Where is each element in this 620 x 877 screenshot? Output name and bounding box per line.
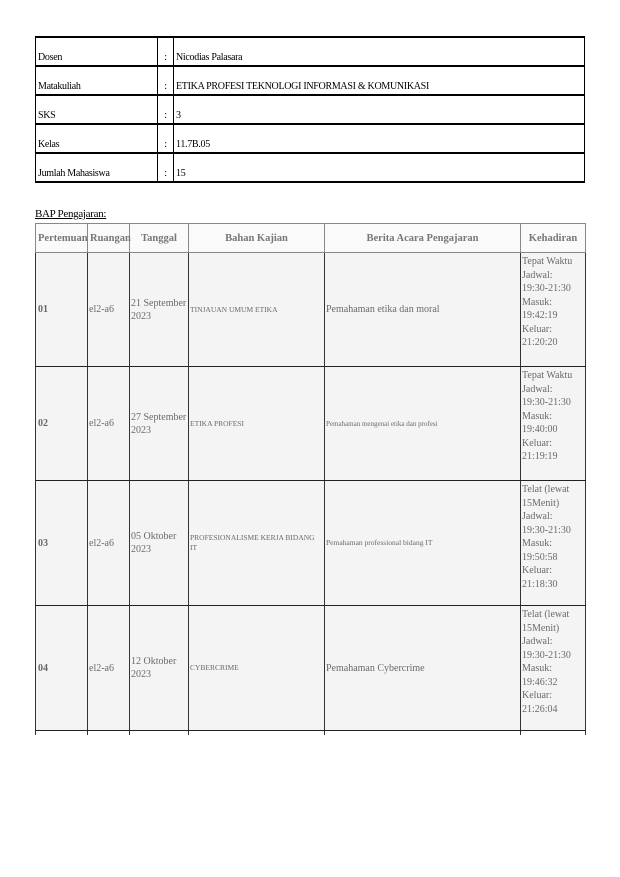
row-berita-acara: Pemahaman Cybercrime (325, 606, 521, 731)
attendance-status: Tepat Waktu (522, 256, 573, 267)
check-in-time: 19:50:58 (522, 551, 558, 563)
info-label: Jumlah Mahasiswa (36, 153, 158, 182)
schedule-label: Jadwal: (522, 636, 553, 647)
continuation-cell (36, 731, 88, 736)
row-tanggal: 12 Oktober 2023 (130, 606, 189, 731)
info-label: Dosen (36, 37, 158, 66)
schedule-time: 19:30-21:30 (522, 397, 571, 408)
row-kehadiran (521, 367, 586, 481)
check-out-label: Keluar: (522, 565, 552, 576)
check-in-label: Masuk: (522, 663, 552, 674)
row-number: 02 (36, 367, 88, 481)
continuation-cell (325, 731, 521, 736)
row-bahan-kajian: TINJAUAN UMUM ETIKA (189, 253, 325, 367)
check-out-time: 21:18:30 (522, 578, 558, 590)
header-berita-acara: Berita Acara Pengajaran (325, 224, 521, 253)
check-out-time: 21:19:19 (522, 451, 558, 462)
continuation-cell (521, 731, 586, 736)
check-in-time: 19:40:00 (522, 424, 558, 435)
header-pertemuan: Pertemuan (36, 224, 88, 253)
row-kehadiran (521, 606, 586, 731)
table-row (36, 606, 586, 731)
continuation-cell (130, 731, 189, 736)
table-row (36, 367, 586, 481)
info-label: Kelas (36, 124, 158, 153)
row-kehadiran (521, 481, 586, 606)
row-bahan-kajian: PROFESIONALISME KERJA BIDANG IT (189, 481, 325, 606)
check-in-time: 19:46:32 (522, 676, 558, 688)
info-value-matakuliah: ETIKA PROFESI TEKNOLOGI INFORMASI & KOMUNIKASI (174, 66, 585, 95)
row-ruangan: el2-a6 (88, 481, 130, 606)
attendance-status: Telat (lewat 15Menit) (522, 484, 570, 509)
check-in-label: Masuk: (522, 538, 552, 549)
row-ruangan: el2-a6 (88, 367, 130, 481)
info-label: Matakuliah (36, 66, 158, 95)
check-out-time: 21:20:20 (522, 337, 558, 348)
info-separator: : (158, 153, 174, 182)
continuation-cell (189, 731, 325, 736)
check-in-label: Masuk: (522, 410, 552, 422)
row-kehadiran (521, 253, 586, 367)
info-separator: : (158, 66, 174, 95)
row-tanggal: 05 Oktober 2023 (130, 481, 189, 606)
info-row-jumlah-mahasiswa (36, 153, 585, 182)
check-in-time: 19:42:19 (522, 310, 558, 321)
bap-table (35, 223, 586, 735)
row-number: 03 (36, 481, 88, 606)
row-number: 04 (36, 606, 88, 731)
schedule-time: 19:30-21:30 (522, 524, 571, 536)
bap-header-row (36, 224, 586, 253)
row-berita-acara: Pemahaman professional bidang IT (325, 481, 521, 606)
check-out-time: 21:26:04 (522, 703, 558, 715)
row-berita-acara: Pemahaman mengenai etika dan profesi (325, 367, 521, 481)
table-row (36, 481, 586, 606)
schedule-label: Jadwal: (522, 383, 553, 395)
row-ruangan: el2-a6 (88, 253, 130, 367)
schedule-time: 19:30-21:30 (522, 649, 571, 661)
schedule-time: 19:30-21:30 (522, 283, 571, 294)
continuation-cell (88, 731, 130, 736)
info-row-matakuliah (36, 66, 585, 95)
row-berita-acara: Pemahaman etika dan moral (325, 253, 521, 367)
info-separator: : (158, 37, 174, 66)
info-row-kelas (36, 124, 585, 153)
schedule-label: Jadwal: (522, 511, 553, 522)
table-row (36, 253, 586, 367)
header-bahan-kajian: Bahan Kajian (189, 224, 325, 253)
check-in-label: Masuk: (522, 296, 552, 308)
row-ruangan: el2-a6 (88, 606, 130, 731)
bap-title: BAP Pengajaran: (35, 208, 107, 220)
info-row-sks (36, 95, 585, 124)
header-ruangan: Ruangan (88, 224, 130, 253)
info-value-kelas: 11.7B.05 (174, 124, 585, 153)
row-number: 01 (36, 253, 88, 367)
check-out-label: Keluar: (522, 437, 552, 449)
attendance-status: Telat (lewat 15Menit) (522, 609, 570, 634)
check-out-label: Keluar: (522, 690, 552, 701)
row-bahan-kajian: CYBERCRIME (189, 606, 325, 731)
info-value-sks: 3 (174, 95, 585, 124)
header-kehadiran: Kehadiran (521, 224, 586, 253)
info-value-dosen: Nicodias Palasara (174, 37, 585, 66)
header-tanggal: Tanggal (130, 224, 189, 253)
row-tanggal: 21 September 2023 (130, 253, 189, 367)
course-info-table (35, 36, 585, 183)
info-separator: : (158, 95, 174, 124)
check-out-label: Keluar: (522, 323, 552, 335)
row-tanggal: 27 September 2023 (130, 367, 189, 481)
info-label: SKS (36, 95, 158, 124)
schedule-label: Jadwal: (522, 269, 553, 281)
info-value-jumlah-mahasiswa: 15 (174, 153, 585, 182)
info-row-dosen (36, 37, 585, 66)
attendance-status: Tepat Waktu (522, 370, 573, 381)
row-bahan-kajian: ETIKA PROFESI (189, 367, 325, 481)
table-row-continuation (36, 731, 586, 736)
info-separator: : (158, 124, 174, 153)
